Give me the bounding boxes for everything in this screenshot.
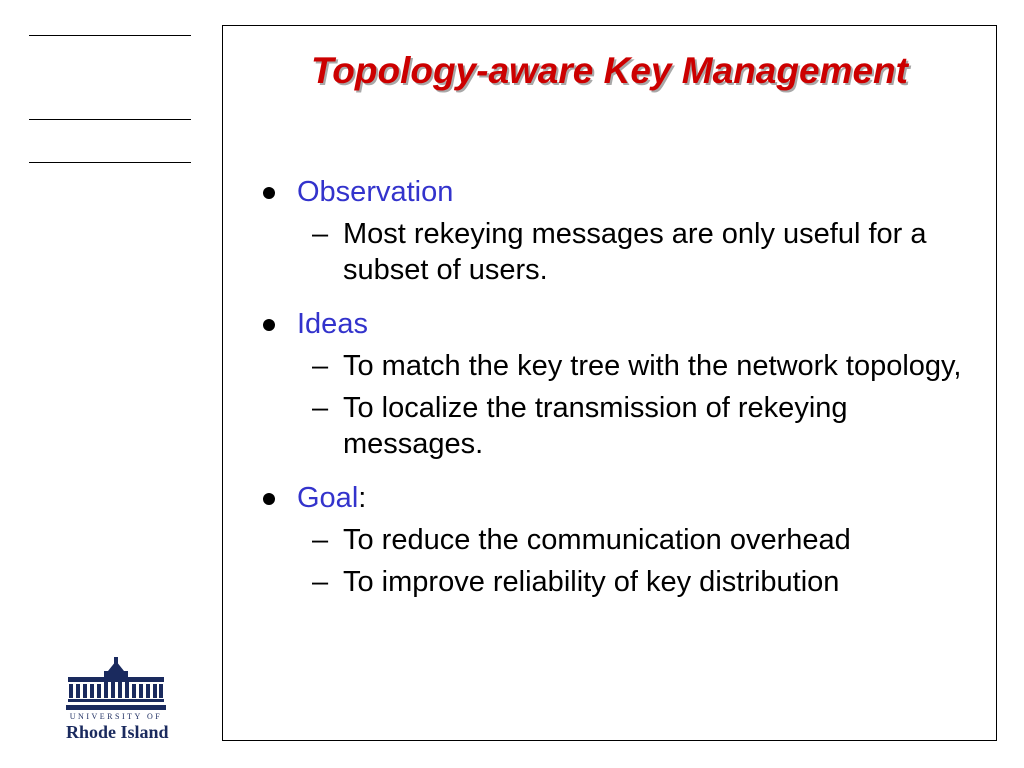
bullet-ideas [263,306,963,462]
sub-bullet [297,522,963,558]
sidebar [0,0,200,768]
sidebar-rule-middle [29,119,191,120]
bullet-observation [263,174,963,288]
sub-bullet-text: To localize the transmission of rekeying messages. [343,392,848,460]
bullet-dot [263,319,275,331]
sidebar-rule-top [29,35,191,36]
sub-bullet [297,348,963,384]
slide-frame [222,25,997,741]
bullet-label-goal: Goal [297,482,359,514]
bullet-label-ideas: Ideas [297,308,368,340]
bullet-dot [263,493,275,505]
sub-bullet [297,564,963,600]
bullet-dot [263,187,275,199]
sub-bullet-text: To improve reliability of key distribution [343,566,840,598]
sidebar-rule-bottom [29,162,191,163]
sub-bullet-text: To reduce the communication overhead [343,524,851,556]
logo-text-university-of: UNIVERSITY OF [69,712,163,721]
dash-marker: – [312,524,329,556]
bullet-suffix: : [358,482,367,514]
university-building-icon [66,657,166,711]
dash-marker: – [312,350,329,382]
dash-marker: – [312,392,329,424]
sub-bullet [297,216,963,288]
bullet-list [263,174,963,600]
sub-bullet-text: To match the key tree with the network topology, [343,350,962,382]
bullet-goal [263,480,963,600]
bullet-label-observation: Observation [297,176,454,208]
slide-title: Topology-aware Key Management [311,50,908,91]
dash-marker: – [312,218,329,250]
dash-marker: – [312,566,329,598]
sub-bullet-text: Most rekeying messages are only useful for a subset of users. [343,218,927,286]
sub-bullet [297,390,963,462]
logo-text-rhode-island: Rhode Island [66,722,169,742]
university-logo [66,657,169,747]
